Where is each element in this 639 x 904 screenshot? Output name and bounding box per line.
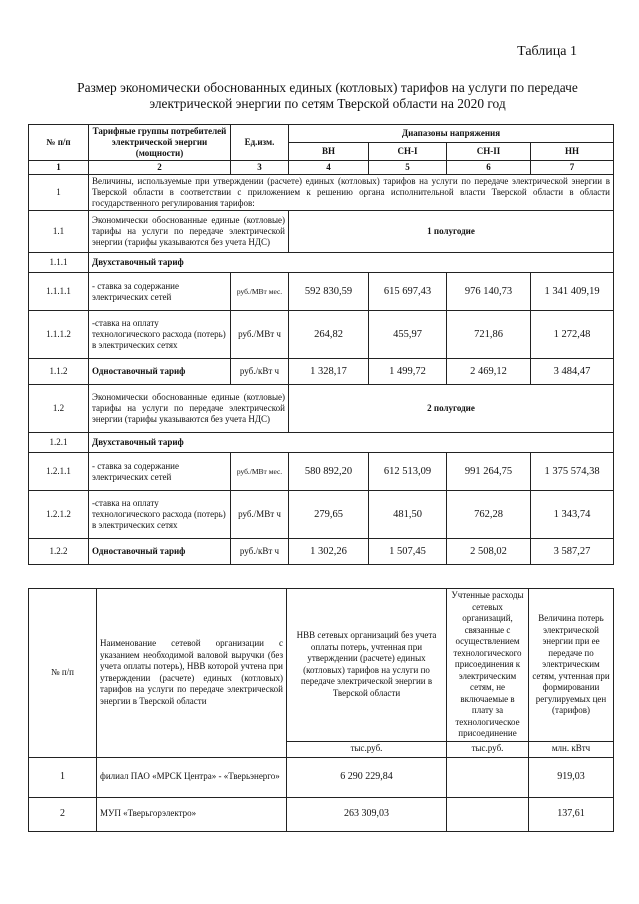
table-row — [29, 273, 614, 311]
value-vn: 279,65 — [289, 491, 369, 539]
value-sn2: 762,28 — [447, 491, 531, 539]
value-nvv: 263 309,03 — [287, 797, 447, 831]
row-unit: руб./кВт ч — [231, 359, 289, 385]
table-row — [29, 757, 614, 797]
row-num: 1.1.2 — [29, 359, 89, 385]
row-unit: руб./МВт мес. — [231, 453, 289, 491]
two-rate-label: Двухставочный тариф — [89, 253, 614, 273]
row-num: 1.1.1 — [29, 253, 89, 273]
value-nn: 1 341 409,19 — [531, 273, 614, 311]
tariff-table — [28, 124, 614, 565]
row-unit: руб./кВт ч — [231, 539, 289, 565]
table-row — [29, 311, 614, 359]
value-vn: 592 830,59 — [289, 273, 369, 311]
row-num: 1.2.1 — [29, 433, 89, 453]
header-num: № п/п — [29, 125, 89, 161]
row-num: 1.2.1.2 — [29, 491, 89, 539]
row-num: 1.2.1.1 — [29, 453, 89, 491]
row-num: 1.2 — [29, 385, 89, 433]
col-number: 7 — [531, 161, 614, 175]
row-num: 1 — [29, 757, 97, 797]
header-losses: Величина потерь электрической энергии при ее передаче по электрическим сетям, учтенная при формировании регулируемых цен (тарифов) — [529, 589, 614, 742]
unit-nvv: тыс.руб. — [287, 741, 447, 757]
row-unit: руб./МВт ч — [231, 311, 289, 359]
value-losses: 919,03 — [529, 757, 614, 797]
header-sn2: СН-II — [447, 143, 531, 161]
value-losses: 137,61 — [529, 797, 614, 831]
section-label: Экономически обоснованные единые (котловые) тарифы на услуги по передаче электрической энергии (тарифы указываются без учета НДС) — [89, 385, 289, 433]
header-num: № п/п — [29, 589, 97, 758]
header-sn1: СН-I — [369, 143, 447, 161]
value-sn1: 1 507,45 — [369, 539, 447, 565]
row-label: Одноставочный тариф — [89, 539, 231, 565]
row-label: -ставка на оплату технологического расхода (потерь) в электрических сетях — [89, 311, 231, 359]
header-unit: Ед.изм. — [231, 125, 289, 161]
table-row — [29, 491, 614, 539]
value-sn2: 991 264,75 — [447, 453, 531, 491]
value-sn1: 615 697,43 — [369, 273, 447, 311]
table-row — [29, 539, 614, 565]
header-expenses: Учтенные расходы сетевых организаций, связанные с осуществлением технологического присоединения к электрическим сетям, не включаемые в плату за технологическое присоединение — [447, 589, 529, 742]
value-sn1: 481,50 — [369, 491, 447, 539]
value-nn: 1 343,74 — [531, 491, 614, 539]
period-label: 2 полугодие — [289, 385, 614, 433]
row-label: - ставка за содержание электрических сетей — [89, 453, 231, 491]
value-vn: 264,82 — [289, 311, 369, 359]
header-name: Наименование сетевой организации с указанием необходимой валовой выручки (без учета оплаты потерь), НВВ которой учтена при утверждении (расчете) единых (котловых) тарифов на услуги по передаче электрической энергии в Тверской области — [97, 589, 287, 758]
header-nn: НН — [531, 143, 614, 161]
header-groups: Тарифные группы потребителей электрической энергии (мощности) — [89, 125, 231, 161]
row-num: 2 — [29, 797, 97, 831]
col-number: 4 — [289, 161, 369, 175]
row-label: Одноставочный тариф — [89, 359, 231, 385]
table-row — [29, 797, 614, 831]
col-number: 1 — [29, 161, 89, 175]
col-number: 6 — [447, 161, 531, 175]
value-vn: 580 892,20 — [289, 453, 369, 491]
network-organizations-table — [28, 588, 614, 832]
col-number: 5 — [369, 161, 447, 175]
row-num: 1.1.1.2 — [29, 311, 89, 359]
value-nn: 3 587,27 — [531, 539, 614, 565]
value-vn: 1 328,17 — [289, 359, 369, 385]
header-ranges: Диапазоны напряжения — [289, 125, 614, 143]
intro-text: Величины, используемые при утверждении (расчете) единых (котловых) тарифов на услуги по передаче электрической энергии в Тверской области в соответствии с приложением к решению органа исполнительной власти Тверской области в области государственного регулирования тарифов: — [89, 175, 614, 211]
row-num: 1.1 — [29, 211, 89, 253]
org-name: филиал ПАО «МРСК Центра» - «Тверьэнерго» — [97, 757, 287, 797]
table-caption: Таблица 1 — [517, 44, 577, 59]
value-nn: 1 272,48 — [531, 311, 614, 359]
row-num: 1.2.2 — [29, 539, 89, 565]
row-label: -ставка на оплату технологического расхода (потерь) в электрических сетях — [89, 491, 231, 539]
unit-expenses: тыс.руб. — [447, 741, 529, 757]
value-sn2: 2 469,12 — [447, 359, 531, 385]
value-sn1: 612 513,09 — [369, 453, 447, 491]
value-nvv: 6 290 229,84 — [287, 757, 447, 797]
row-num: 1.1.1.1 — [29, 273, 89, 311]
unit-losses: млн. кВтч — [529, 741, 614, 757]
row-num: 1 — [29, 175, 89, 211]
col-number: 3 — [231, 161, 289, 175]
table-row — [29, 359, 614, 385]
row-unit: руб./МВт ч — [231, 491, 289, 539]
value-sn1: 1 499,72 — [369, 359, 447, 385]
row-unit: руб./МВт мес. — [231, 273, 289, 311]
value-expenses — [447, 757, 529, 797]
two-rate-label: Двухставочный тариф — [89, 433, 614, 453]
value-sn2: 721,86 — [447, 311, 531, 359]
document-title: Размер экономически обоснованных единых (котловых) тарифов на услуги по передаче электрической энергии по сетям Тверской области на 2020 год — [77, 80, 578, 111]
value-nn: 3 484,47 — [531, 359, 614, 385]
value-sn2: 2 508,02 — [447, 539, 531, 565]
value-sn1: 455,97 — [369, 311, 447, 359]
col-number: 2 — [89, 161, 231, 175]
value-vn: 1 302,26 — [289, 539, 369, 565]
period-label: 1 полугодие — [289, 211, 614, 253]
row-label: - ставка за содержание электрических сетей — [89, 273, 231, 311]
header-vn: ВН — [289, 143, 369, 161]
org-name: МУП «Тверьгорэлектро» — [97, 797, 287, 831]
value-sn2: 976 140,73 — [447, 273, 531, 311]
table-row — [29, 453, 614, 491]
header-nvv: НВВ сетевых организаций без учета оплаты потерь, учтенная при утверждении (расчете) единых (котловых) тарифов на услуги по передаче электрической энергии в Тверской области — [287, 589, 447, 742]
value-nn: 1 375 574,38 — [531, 453, 614, 491]
section-label: Экономически обоснованные единые (котловые) тарифы на услуги по передаче электрической энергии (тарифы указываются без учета НДС) — [89, 211, 289, 253]
value-expenses — [447, 797, 529, 831]
